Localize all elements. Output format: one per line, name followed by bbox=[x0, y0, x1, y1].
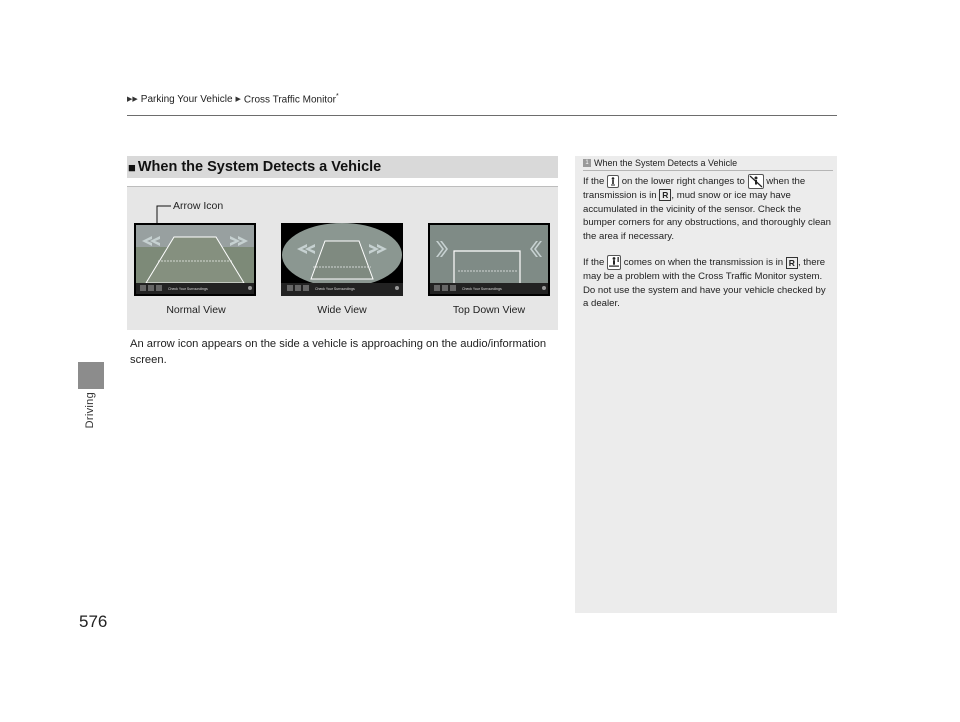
reverse-gear-key-icon: R bbox=[786, 257, 798, 269]
pedestrian-crossed-icon bbox=[748, 174, 764, 189]
note-paragraph-1: If the on the lower right changes to when the transmission is in R , mud snow or ice may have accumulated in the vicinity of the sensor. Check the bumper corners for any obstructions, and thoroughly clean the area if necessary. bbox=[583, 174, 833, 243]
breadcrumb-arrow-icon: ▶▶ bbox=[127, 96, 138, 104]
breadcrumb bbox=[127, 93, 339, 105]
pedestrian-warning-icon bbox=[607, 255, 621, 270]
chapter-label: Driving bbox=[84, 392, 96, 429]
normal-view-screen bbox=[134, 223, 256, 296]
top-down-view-screen bbox=[428, 223, 550, 296]
caption-normal-view: Normal View bbox=[166, 304, 226, 316]
arrow-icon-callout: Arrow Icon bbox=[173, 200, 224, 212]
note-number-badge: 1 bbox=[583, 159, 591, 167]
note-divider bbox=[583, 170, 833, 171]
body-paragraph: An arrow icon appears on the side a vehicle is approaching on the audio/information screen. bbox=[130, 338, 547, 366]
page-number: 576 bbox=[79, 612, 108, 631]
reverse-gear-key-icon: R bbox=[659, 189, 671, 201]
note-paragraph-2: If the comes on when the transmission is in R , there may be a problem with the Cross Traffic Monitor system. Do not use the system and have your vehicle checked by a dealer. bbox=[583, 255, 833, 311]
chapter-tab bbox=[78, 362, 104, 389]
svg-text:Check Your Surroundings: Check Your Surroundings bbox=[315, 287, 355, 291]
pedestrian-icon bbox=[607, 175, 619, 188]
camera-view-figure bbox=[127, 186, 558, 330]
note-title-text: When the System Detects a Vehicle bbox=[594, 158, 738, 168]
svg-text:Check Your Surroundings: Check Your Surroundings bbox=[462, 287, 502, 291]
caption-wide-view: Wide View bbox=[317, 304, 367, 316]
screen-banner-text: Check Your Surroundings bbox=[168, 287, 208, 291]
section-heading-text: When the System Detects a Vehicle bbox=[137, 159, 382, 175]
breadcrumb-arrow-icon: ▶ bbox=[235, 96, 241, 104]
breadcrumb-item-parking[interactable]: Parking Your Vehicle bbox=[140, 93, 233, 105]
caption-top-down-view: Top Down View bbox=[452, 304, 526, 316]
note-title bbox=[583, 158, 737, 168]
header-divider bbox=[127, 115, 837, 116]
section-heading bbox=[127, 156, 558, 178]
wide-view-screen bbox=[281, 223, 403, 296]
breadcrumb-item-cross-traffic[interactable]: Cross Traffic Monitor* bbox=[243, 93, 339, 106]
heading-square-icon: ■ bbox=[128, 159, 136, 175]
